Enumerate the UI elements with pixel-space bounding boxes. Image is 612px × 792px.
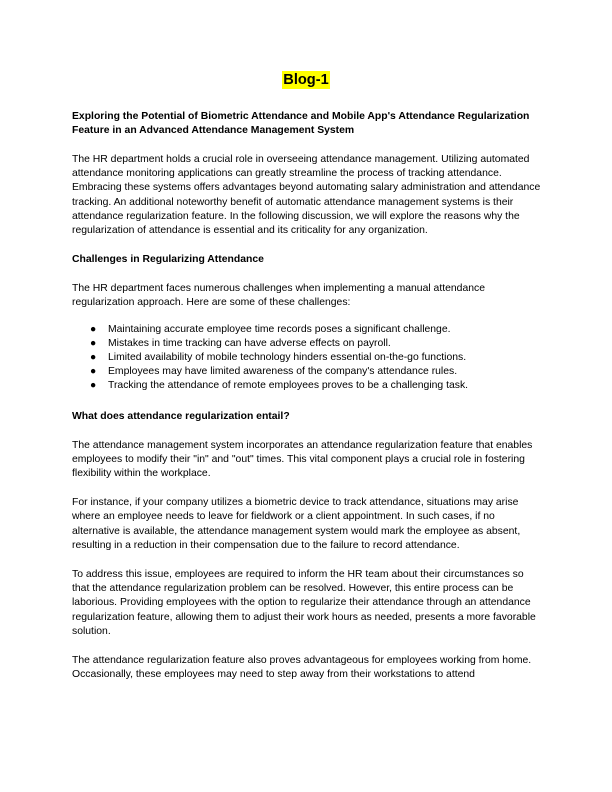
list-item: [72, 379, 542, 393]
article-subtitle: Exploring the Potential of Biometric Attendance and Mobile App's Attendance Regularization Feature in an Advanced Attendance Management System: [72, 111, 530, 136]
document-body: [72, 110, 542, 697]
list-item-text: Limited availability of mobile technology hinders essential on-the-go functions.: [108, 352, 467, 364]
regularization-paragraph-4: The attendance regularization feature also proves advantageous for employees working from home. Occasionally, these employees may need to step away from their workstations to attend: [72, 655, 532, 681]
regularization-paragraph-3: To address this issue, employees are required to inform the HR team about their circumstances so that the attendance regularization problem can be resolved. However, this entire process can be laborious. Providing employees with the option to regularize their attendance through an attendance regularization feature, allowing them to adjust their work hours as needed, presents a more favorable solution.: [72, 569, 536, 637]
regularization-heading: What does attendance regularization entail?: [72, 410, 290, 422]
list-item: [72, 337, 542, 351]
list-item-text: Employees may have limited awareness of the company's attendance rules.: [108, 366, 458, 378]
bullet-icon: ●: [90, 352, 97, 364]
challenges-list: [72, 323, 542, 394]
challenges-heading: Challenges in Regularizing Attendance: [72, 254, 264, 266]
list-item: [72, 351, 542, 365]
list-item: [72, 365, 542, 379]
list-item-text: Maintaining accurate employee time records poses a significant challenge.: [108, 323, 451, 335]
regularization-paragraph-1: The attendance management system incorporates an attendance regularization feature that enables employees to modify their "in" and "out" times. This vital component plays a crucial role in fostering flexibility within the workplace.: [72, 439, 533, 480]
bullet-icon: ●: [90, 337, 97, 349]
document-title: Blog-1: [283, 72, 329, 88]
intro-paragraph: The HR department holds a crucial role in overseeing attendance management. Utilizing automated attendance monitoring applications can greatly streamline the process of tracking attendance. Embracing these systems offers advantages beyond automating salary administration and attendance tracking. An additional noteworthy benefit of automatic attendance management systems is their attendance regularization feature. In the following discussion, we will explore the reasons why the regularization of attendance is essential and its criticality for any organization.: [72, 154, 541, 237]
title-container: [0, 71, 612, 89]
bullet-icon: ●: [90, 366, 97, 378]
challenges-intro: The HR department faces numerous challenges when implementing a manual attendance regularization approach. Here are some of these challenges:: [72, 283, 485, 309]
list-item-text: Tracking the attendance of remote employees proves to be a challenging task.: [108, 380, 469, 392]
list-item: [72, 323, 542, 337]
bullet-icon: ●: [90, 323, 97, 335]
list-item-text: Mistakes in time tracking can have adverse effects on payroll.: [108, 337, 391, 349]
bullet-icon: ●: [90, 380, 97, 392]
regularization-paragraph-2: For instance, if your company utilizes a biometric device to track attendance, situations may arise where an employee needs to leave for fieldwork or a client appointment. In such cases, if no alternative is available, the attendance management system would mark the employee as absent, resulting in a reduction in their compensation due to the failure to record attendance.: [72, 497, 521, 551]
